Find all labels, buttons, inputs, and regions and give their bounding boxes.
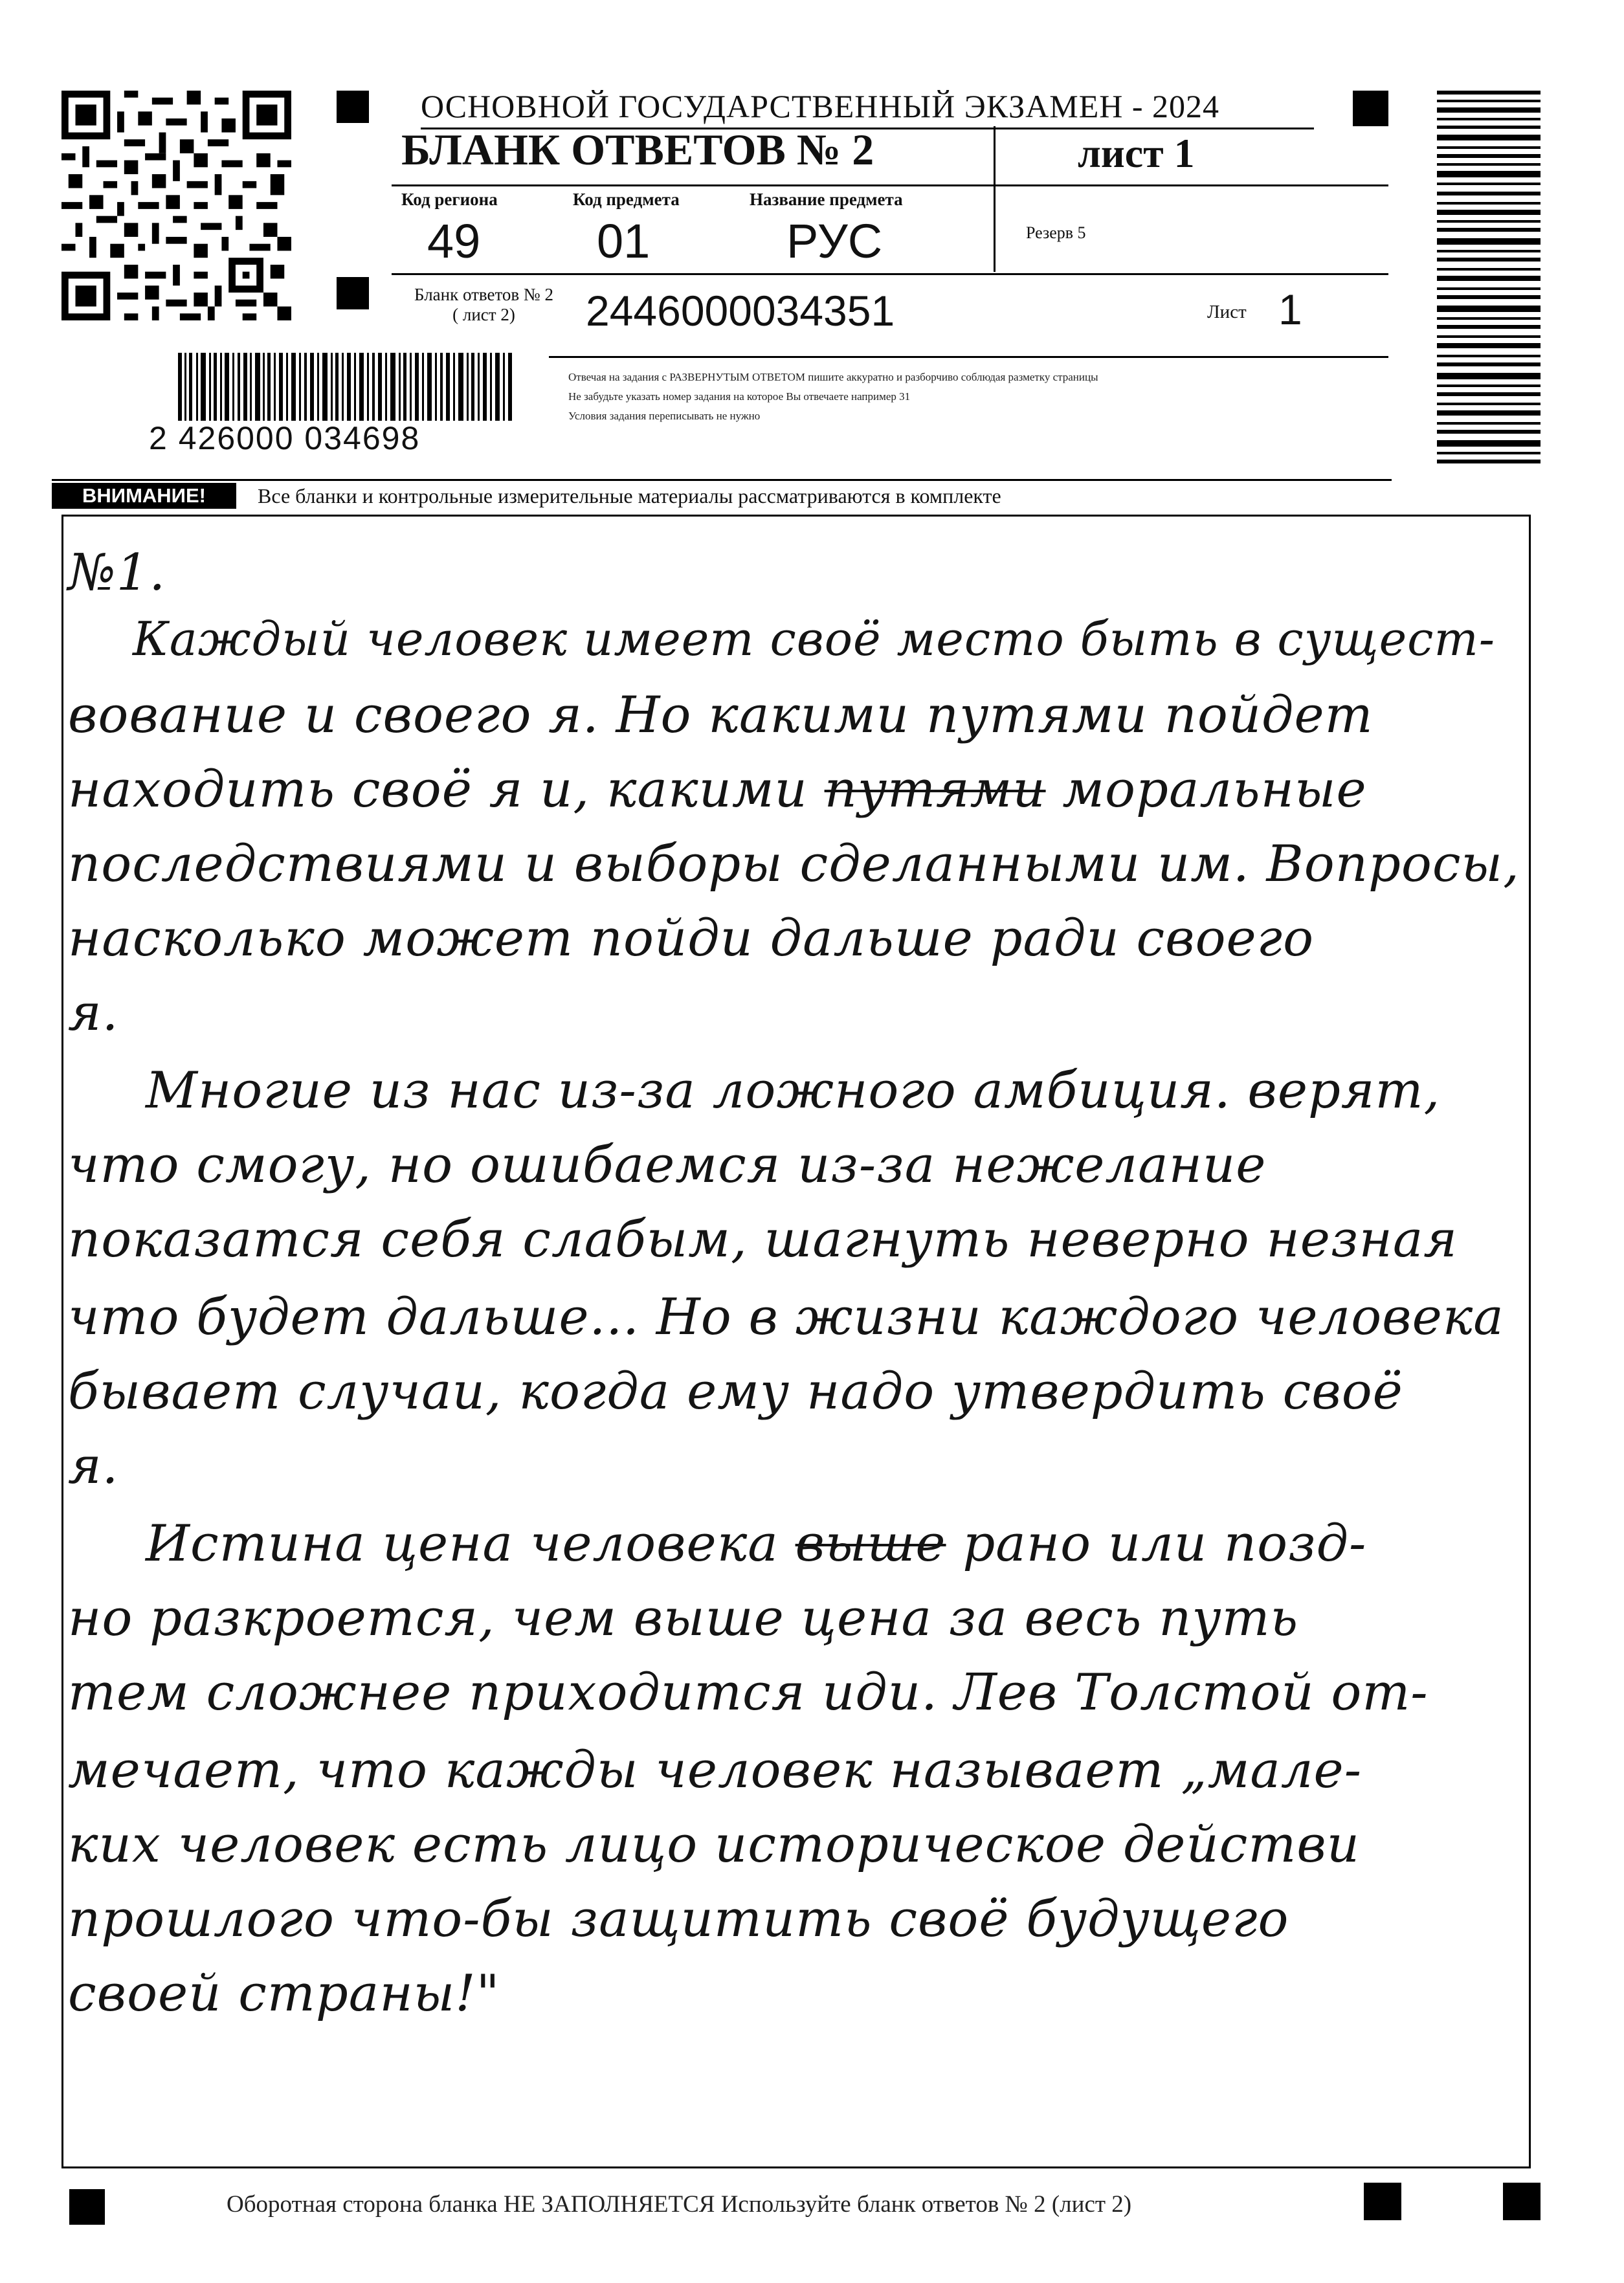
handwritten-line: что смогу, но ошибаемся из-за нежелание <box>68 1136 1267 1194</box>
handwritten-fragment: Истина цена человека <box>146 1515 779 1573</box>
footer-note: Оборотная сторона бланка НЕ ЗАПОЛНЯЕТСЯ Используйте бланк ответов № 2 (лист 2) <box>227 2191 1132 2218</box>
handwritten-line: ких человек есть лицо историческое действи <box>68 1816 1360 1874</box>
alignment-marker <box>337 91 369 123</box>
handwritten-fragment: моральные <box>1062 761 1367 819</box>
handwritten-line <box>146 1515 1366 1573</box>
handwritten-line: насколько может пойди дальше ради своего <box>68 909 1315 968</box>
region-code-value: 49 <box>427 214 481 268</box>
handwritten-fragment: рано или позд- <box>962 1515 1367 1573</box>
warning-text: Все бланки и контрольные измерительные материалы рассматриваются в комплекте <box>258 484 1001 507</box>
divider <box>994 126 996 272</box>
handwritten-line: я. <box>68 984 119 1042</box>
handwritten-fragment: находить своё я и, какими <box>68 761 808 819</box>
subject-code-value: 01 <box>597 214 651 268</box>
region-code-label: Код региона <box>401 190 498 209</box>
handwritten-line: прошлого что-бы защитить своё будущего <box>68 1890 1289 1948</box>
alignment-marker <box>1364 2183 1401 2220</box>
handwritten-line: Многие из нас из-за ложного амбиция. верят, <box>146 1062 1441 1120</box>
instruction-line: Условия задания переписывать не нужно <box>568 410 761 422</box>
form-title: БЛАНК ОТВЕТОВ № 2 <box>401 125 874 174</box>
reference-label-line: ( лист 2) <box>452 305 515 324</box>
handwritten-line: вование и своего я. Но какими путями пойдет <box>68 686 1374 744</box>
vertical-barcode <box>178 353 515 421</box>
handwritten-line: тем сложнее приходится иди. Лев Толстой от- <box>68 1664 1429 1722</box>
handwritten-line: последствиями и выборы сделанными им. Вопросы, <box>68 835 1520 893</box>
instruction-line: Отвечая на задания с РАЗВЕРНУТЫМ ОТВЕТОМ пишите аккуратно и разборчиво соблюдая разметку страницы <box>568 371 1098 383</box>
task-number: №1. <box>68 544 166 602</box>
reference-label-line: Бланк ответов № 2 <box>414 285 553 304</box>
alignment-marker <box>1503 2183 1541 2220</box>
alignment-marker <box>337 277 369 309</box>
subject-code-label: Код предмета <box>573 190 680 209</box>
sheet-label: лист 1 <box>1078 130 1195 176</box>
instruction-line: Не забудьте указать номер задания на которое Вы отвечаете например 31 <box>568 390 911 403</box>
divider <box>392 184 1388 186</box>
exam-title: ОСНОВНОЙ ГОСУДАРСТВЕННЫЙ ЭКЗАМЕН - 2024 <box>421 87 1314 129</box>
reference-number: 2446000034351 <box>586 287 895 335</box>
struck-word: путями <box>824 761 1046 819</box>
warning-badge: ВНИМАНИЕ! <box>52 483 236 509</box>
divider <box>392 273 1388 275</box>
handwritten-line: своей страны!" <box>68 1965 500 2023</box>
alignment-marker <box>69 2189 105 2225</box>
handwritten-line: я. <box>68 1437 119 1495</box>
handwritten-line: но разкроется, чем выше цена за весь путь <box>68 1589 1299 1647</box>
struck-word: выше <box>795 1515 946 1573</box>
reference-label <box>392 285 576 325</box>
side-barcode <box>1437 91 1541 466</box>
handwritten-line <box>68 761 1367 819</box>
handwritten-line: показатся себя слабым, шагнуть неверно незная <box>68 1210 1458 1269</box>
reserve-label: Резерв 5 <box>1026 223 1086 242</box>
subject-name-label: Название предмета <box>750 190 903 209</box>
qr-code <box>61 91 291 320</box>
instructions <box>568 368 1098 426</box>
barcode-number: 2 426000 034698 <box>149 420 421 456</box>
handwritten-line: мечает, что кажды человек называет „мале- <box>68 1741 1363 1799</box>
divider <box>52 479 1392 481</box>
divider <box>549 356 1388 358</box>
handwritten-line: Каждый человек имеет своё место быть в сущест- <box>133 612 1496 666</box>
alignment-marker <box>1353 91 1388 126</box>
list-number: 1 <box>1278 285 1302 333</box>
list-label: Лист <box>1207 302 1247 322</box>
handwritten-line: что будет дальше... Но в жизни каждого человека <box>68 1288 1504 1346</box>
handwritten-line: бывает случаи, когда ему надо утвердить своё <box>68 1363 1403 1421</box>
subject-name-value: РУС <box>786 214 883 268</box>
